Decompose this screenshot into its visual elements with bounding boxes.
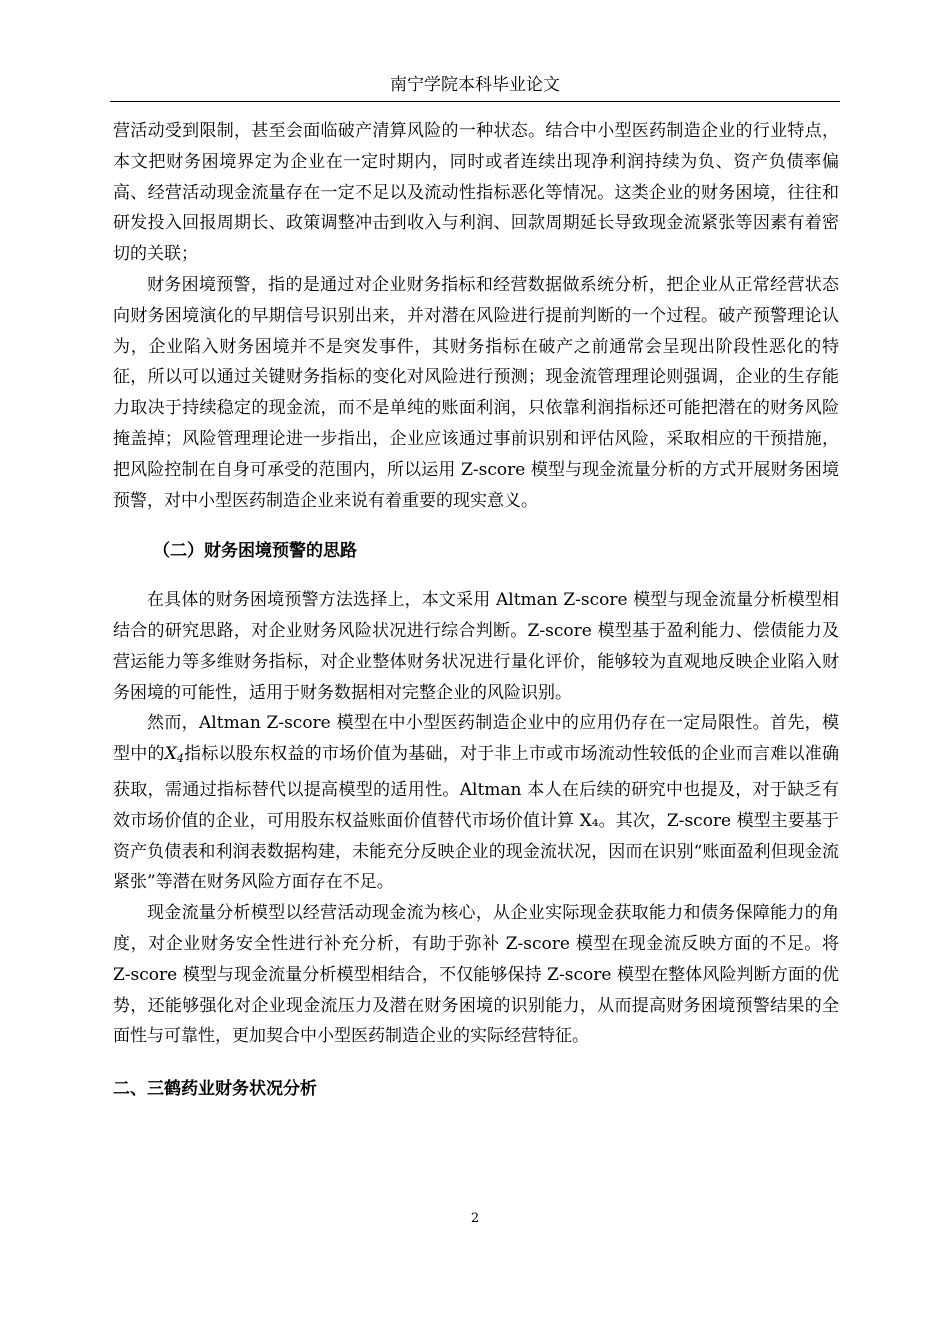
paragraph-cashflow-model: 现金流量分析模型以经营活动现金流为核心，从企业实际现金获取能力和债务保障能力的角度，对企业财务安全性进行补充分析，有助于弥补 Z-score 模型在现金流反映方面的不足。将 Z-score 模型与现金流量分析模型相结合，不仅能够保持 Z-score 模型在整体风险判断方面的优势，还能够强化对企业现金流压力及潜在财务困境的识别能力，从而提高财务困境预警结果的全面性与可靠性，更加契合中小型医药制造企业的实际经营特征。 — [113, 903, 839, 1047]
paragraph-text-part: 然而，Altman Z-score 模型在中小型医药制造企业中的应用仍存在一定局限性。首先，模型中的 — [113, 713, 839, 765]
section-heading-warning-approach: （二）财务困境预警的思路 — [153, 541, 357, 562]
paragraph-early-warning-theory: 财务困境预警，指的是通过对企业财务指标和经营数据做系统分析，把企业从正常经营状态向财务困境演化的早期信号识别出来，并对潜在风险进行提前判断的一个过程。破产预警理论认为，企业陷入财务困境并不是突发事件，其财务指标在破产之前通常会呈现出阶段性恶化的特征，所以可以通过关键财务指标的变化对风险进行预测；现金流管理理论则强调，企业的生存能力取决于持续稳定的现金流，而不是单纯的账面利润，只依靠利润指标还可能把潜在的财务风险掩盖掉；风险管理理论进一步指出，企业应该通过事前识别和评估风险，采取相应的干预措施，把风险控制在自身可承受的范围内，所以运用 Z-score 模型与现金流量分析的方式开展财务困境预警，对中小型医药制造企业来说有着重要的现实意义。 — [113, 274, 839, 511]
header-divider — [110, 101, 840, 102]
chapter-heading-financial-analysis: 二、三鹤药业财务状况分析 — [113, 1079, 317, 1100]
variable-subscript: 4 — [176, 752, 184, 766]
paragraph-zscore-limitations — [113, 708, 839, 898]
page-number: 2 — [470, 1211, 480, 1226]
paragraph-text-part: 指标以股东权益的市场价值为基础，对于非上市或市场流动性较低的企业而言难以准确获取，需通过指标替代以提高模型的适用性。Altman 本人在后续的研究中也提及，对于缺乏有效市场价值的企业，可用股东权益账面价值替代市场价值计算 X₄。其次，Z-score 模型主要基于资产负债表和利润表数据构建，未能充分反映企业的现金流状况，因而在识别“账面盈利但现金流紧张”等潜在财务风险方面存在不足。 — [113, 744, 840, 893]
running-header: 南宁学院本科毕业论文 — [390, 75, 560, 95]
body-text — [113, 116, 839, 1105]
variable-x4 — [165, 744, 184, 764]
paragraph-financial-distress-definition: 营活动受到限制，甚至会面临破产清算风险的一种状态。结合中小型医药制造企业的行业特点，本文把财务困境界定为企业在一定时期内，同时或者连续出现净利润持续为负、资产负债率偏高、经营活动现金流量存在一定不足以及流动性指标恶化等情况。这类企业的财务困境，往往和研发投入回报周期长、政策调整冲击到收入与利润、回款周期延长导致现金流紧张等因素有着密切的关联； — [113, 121, 839, 265]
variable-symbol: X — [164, 744, 177, 765]
paragraph-zscore-method: 在具体的财务困境预警方法选择上，本文采用 Altman Z-score 模型与现金流量分析模型相结合的研究思路，对企业财务风险状况进行综合判断。Z-score 模型基于盈利能力、偿债能力及营运能力等多维财务指标，对企业整体财务状况进行量化评价，能够较为直观地反映企业陷入财务困境的可能性，适用于财务数据相对完整企业的风险识别。 — [113, 590, 839, 703]
